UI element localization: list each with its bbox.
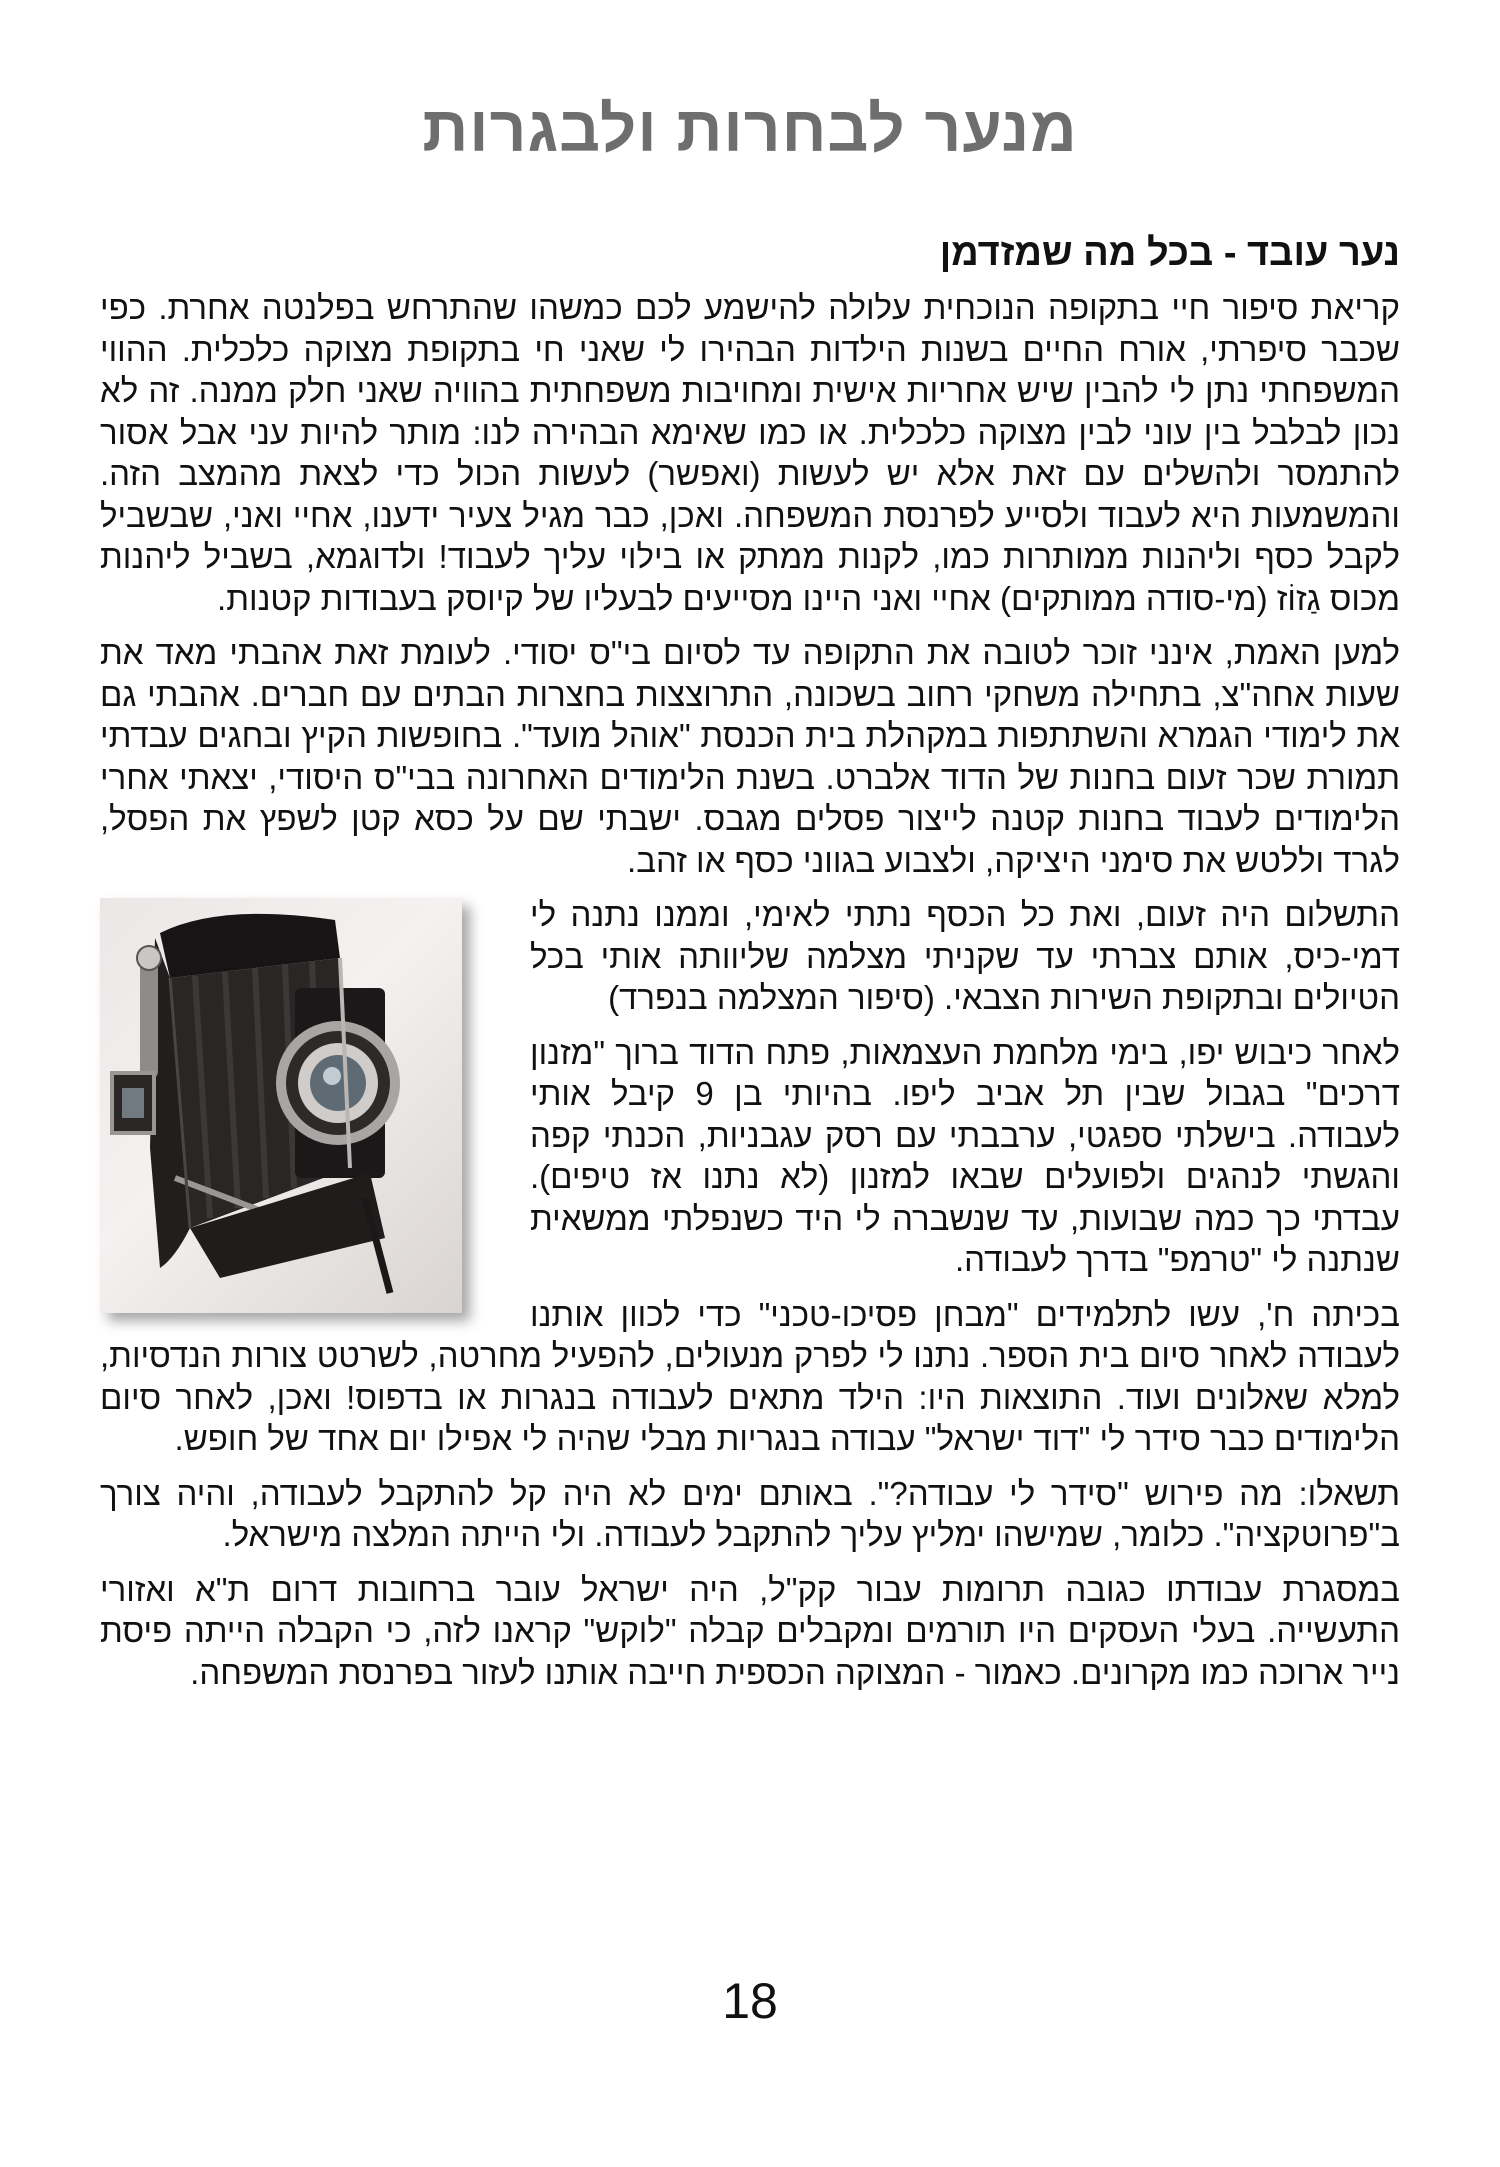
paragraph-7: במסגרת עבודתו כגובה תרומות עבור קק"ל, היה ישראל עובר ברחובות דרום ת"א ואזורי התעשייה. בעלי העסקים היו תורמים ומקבלים קבלה "לוקש" קראנו לזה, כי הקבלה הייתה פיסת נייר ארוכה כמו מקרונים. כאמור - המצוקה הכספית חייבה אותנו לעזור בפרנסת המשפחה. [100, 1570, 1400, 1691]
page-number: 18 [722, 1973, 778, 2029]
paragraph-4: לאחר כיבוש יפו, בימי מלחמת העצמאות, פתח הדוד ברוך "מזנון דרכים" בגבול שבין תל אביב ליפו. בהיותי בן 9 קיבל אותי לעבודה. בישלתי ספגטי, ערבבתי עם רסק עגבניות, הכנתי קפה והגשתי לנהגים ולפועלים שבאו למזנון (לא נתנו אז טיפים). עבדתי כך כמה שבועות, עד שנשברה לי היד כשנפלתי ממשאית שנתנה לי "טרמפ" בדרך לעבודה. [530, 1033, 1400, 1278]
paragraph-5: בכיתה ח', עשו לתלמידים "מבחן פסיכו-טכני" כדי לכוון אותנו לעבודה לאחר סיום בית הספר. נתנו לי לפרק מנעולים, להפעיל מחרטה, לשרטט צורות הנדסיות, למלא שאלונים ועוד. התוצאות היו: הילד מתאים לעבודה בנגרות או בדפוס! ואכן, לאחר סיום הלימודים כבר סידר לי "דוד ישראל" עבודה בנגריות מבלי שהיה לי אפילו יום אחד של חופש. [100, 1295, 1400, 1457]
camera-photo [100, 898, 470, 1318]
section-subtitle: נער עובד - בכל מה שמזדמן [939, 232, 1400, 274]
folding-camera-icon [100, 898, 462, 1313]
paragraph-2: למען האמת, אינני זוכר לטובה את התקופה עד לסיום בי"ס יסודי. לעומת זאת אהבתי מאד את שעות אחה"צ, בתחילה משחקי רחוב בשכונה, התרוצצות בחצרות הבתים עם חברים. אהבתי גם את לימודי הגמרא והשתתפות במקהלת בית הכנסת "אוהל מועד". בחופשות הקיץ ובחגים עבדתי תמורת שכר זעום בחנות של הדוד אלברט. בשנת הלימודים האחרונה בבי"ס היסודי, יצאתי אחרי הלימודים לעבוד בחנות קטנה לייצור פסלים מגבס. ישבתי שם על כסא קטן לשפץ את הפסל, לגרד וללטש את סימני היציקה, ולצבוע בגווני כסף או זהב. [100, 634, 1400, 879]
page-title: מנער לבחרות ולבגרות [422, 93, 1078, 165]
paragraph-6: תשאלו: מה פירוש "סידר לי עבודה?". באותם ימים לא היה קל להתקבל לעבודה, והיה צורך ב"פרוטקציה". כלומר, שמישהו ימליץ עליך להתקבל לעבודה. ולי הייתה המלצה מישראל. [100, 1474, 1400, 1553]
paragraph-1: קריאת סיפור חיי בתקופה הנוכחית עלולה להישמע לכם כמשהו שהתרחש בפלנטה אחרת. כפי שכבר סיפרתי, אורח החיים בשנות הילדות הבהירו לי שאני חי בתקופת מצוקה כלכלית. ההווי המשפחתי נתן לי להבין שיש אחריות אישית ומחויבות משפחתית בהוויה שאני חלק ממנה. זה לא נכון לבלבל בין עוני לבין מצוקה כלכלית. או כמו שאימא הבהירה לנו: מותר להיות עני אבל אסור להתמסר ולהשלים עם זאת אלא יש לעשות (ואפשר) לעשות הכול כדי לצאת מהמצב הזה. והמשמעות היא לעבוד ולסייע לפרנסת המשפחה. ואכן, כבר מגיל צעיר ידענו, אחיי ואני, שבשביל לקבל כסף וליהנות ממותרות כמו, לקנות ממתק או בילוי עליך לעבוד! ולדוגמא, בשביל ליהנות מכוס גַזוֹז (מי-סודה ממותקים) אחיי ואני היינו מסייעים לבעליו של קיוסק בעבודות קטנות. [100, 289, 1400, 617]
paragraph-3: התשלום היה זעום, ואת כל הכסף נתתי לאימי, וממנו נתנה לי דמי-כיס, אותם צברתי עד שקניתי מצלמה שליוותה אותי בכל הטיולים ובתקופת השירות הצבאי. (סיפור המצלמה בנפרד) [530, 896, 1400, 1016]
page-content [100, 232, 1400, 1706]
